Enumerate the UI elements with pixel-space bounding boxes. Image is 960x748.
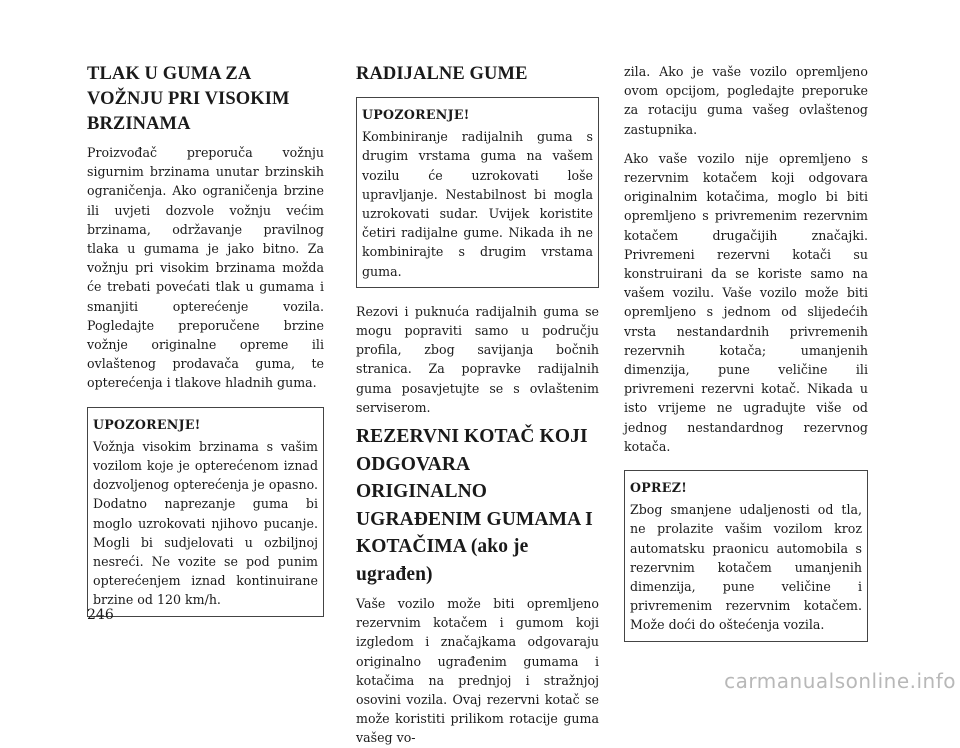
body-paragraph: zila. Ako je vaše vozilo opremljeno ovom opcijom, pogledajte preporuke za rotaciju guma vašeg ovlaštenog zastupnika. (624, 64, 868, 137)
warning-title: UPOZORENJE! (362, 107, 470, 122)
caution-title: OPREZ! (630, 480, 688, 496)
warning-box (356, 97, 599, 288)
watermark: carmanualsonline.info (724, 669, 956, 693)
body-paragraph: Proizvođač preporuča vožnju sigurnim brzinama unutar brzinskih ograničenja. Ako ograničenja brzine ili uvjeti dozvole vožnju većim brzinama, održavanje pravilnog tlaka u gumama je jako bitno. Za vožnju pri visokim brzinama možda će trebati povećati tlak u gumama i smanjiti opterećenje vozila. Pogledajte preporučene brzine vožnje originalne opreme ili ovlaštenog prodavača guma, te opterećenja i tlakove hladnih guma. (87, 145, 324, 391)
body-paragraph: Rezovi i puknuća radijalnih guma se mogu popraviti samo u području profila, zbog savijanja bočnih stranica. Za popravke radijalnih guma posavjetujte se s ovlaštenim serviserom. (356, 303, 599, 415)
warning-text: Kombiniranje radijalnih guma s drugim vrstama guma na vašem vozilu će uzrokovati loše upravljanje. Nestabilnost bi mogla uzrokovati sudar. Uvijek koristite četiri radijalne gume. Nikada ih ne kombinirajte s drugim vrstama guma. (362, 129, 593, 279)
caution-text: Zbog smanjene udaljenosti od tla, ne prolazite vašim vozilom kroz automatsku praonicu automobila s rezervnim kotačem umanjenih dimenzija, pune veličine i privremenim rezervnim kotačem. Može doći do oštećenja vozila. (630, 502, 862, 633)
warning-box (87, 407, 324, 617)
caution-box (624, 470, 868, 642)
section-heading-radial-tires: RADIJALNE GUME (356, 64, 528, 84)
warning-title: UPOZORENJE! (93, 416, 201, 432)
body-paragraph: Vaše vozilo može biti opremljeno rezervnim kotačem i gumom koji izgledom i značajkama odgovaraju originalno ugrađenim gumama i kotačima na prednjoj i stražnjoj osovini vozila. Ovaj rezervni kotač se može koristiti prilikom rotacije guma vašeg vo- (356, 596, 599, 746)
body-paragraph: Ako vaše vozilo nije opremljeno s rezervnim kotačem koji odgovara originalnim kotačima, moglo bi biti opremljeno s privremenim rezervnim kotačem drugačijih značajki. Privremeni rezervni kotači su konstruirani da se koriste samo na vašem vozilu. Vaše vozilo može biti opremljeno s jednom od slijedećih vrsta nestandardnih privremenih rezervnih kotača; umanjenih dimenzija, pune veličine ili privremeni rezervni kotač. Nikada u isto vrijeme ne ugradujte više od jednog nestandardnog rezervnog kotača. (624, 150, 868, 454)
warning-text: Vožnja visokim brzinama s vašim vozilom koje je opterećenom iznad dozvoljenog opterećenja je opasno. Dodatno naprezanje guma bi moglo uzrokovati njihovo pucanje. Mogli bi sudjelovati u ozbiljnoj nesreći. Ne vozite se pod punim opterećenjem iznad kontinuirane brzine od 120 km/h. (93, 438, 318, 608)
section-heading-spare-wheel: REZERVNI KOTAČ KOJI ODGOVARA ORIGINALNO UGRAĐENIM GUMAMA I KOTAČIMA (ako je ugrađen) (356, 426, 593, 585)
section-heading-high-speed-tire-pressure: TLAK U GUMA ZA VOŽNJU PRI VISOKIM BRZINAMA (87, 64, 290, 134)
column-middle (356, 62, 599, 748)
column-left (87, 62, 324, 631)
page-number: 246 (87, 607, 114, 623)
column-right (624, 62, 868, 656)
